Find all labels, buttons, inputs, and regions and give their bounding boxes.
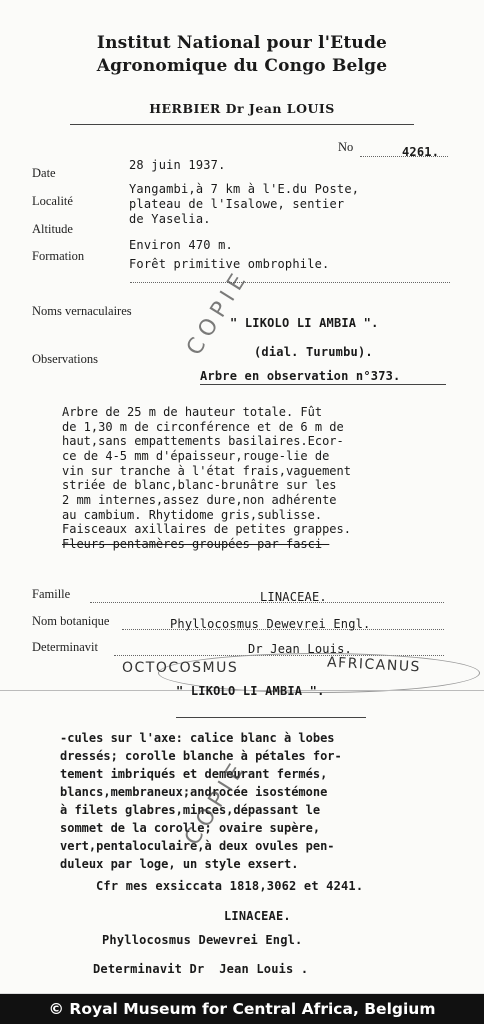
institution-title-line-1: Institut National pour l'Etude [96, 33, 388, 53]
localite-value-2: plateau de l'Isalowe, sentier [129, 197, 345, 211]
determinavit-label: Determinavit [32, 640, 98, 654]
number-label: No [338, 140, 354, 154]
description-line: Faisceaux axillaires de petites grappes. [62, 522, 351, 536]
description-line: haut,sans empattements basilaires.Ecor- [62, 434, 344, 448]
description-line-struck: Fleurs pentamères groupées par fasci- [62, 537, 330, 551]
localite-value-3: de Yaselia. [129, 212, 211, 226]
description-line: ce de 4-5 mm d'épaisseur,rouge-lie de [62, 449, 330, 463]
copie-stamp-lower: COPIE [180, 755, 253, 850]
formation-value: Forêt primitive ombrophile. [129, 257, 330, 271]
formation-dots [130, 282, 450, 283]
vernacular-value: " LIKOLO LI AMBIA ". [230, 316, 379, 330]
dialect: (dial. Turumbu). [254, 345, 373, 359]
nom-botanique-value: Phyllocosmus Dewevrei Engl. [170, 617, 371, 631]
localite-label: Localité [32, 194, 73, 208]
description-line: 2 mm internes,assez dure,non adhérente [62, 493, 337, 507]
formation-label: Formation [32, 249, 85, 263]
continuation-line: vert,pentaloculaire,à deux ovules pen- [60, 839, 335, 853]
observations-value: Arbre en observation n°373. [200, 369, 401, 383]
title-rule [70, 124, 414, 125]
continuation-line: duleux par loge, un style exsert. [60, 857, 299, 871]
lower-cfr: Cfr mes exsiccata 1818,3062 et 4241. [96, 879, 364, 893]
description-line: au cambium. Rhytidome gris,sublisse. [62, 508, 323, 522]
vernacular-label: Noms vernaculaires [32, 304, 132, 318]
famille-value: LINACEAE. [260, 590, 327, 604]
continuation-line: -cules sur l'axe: calice blanc à lobes [60, 731, 335, 745]
altitude-value: Environ 470 m. [129, 238, 233, 252]
determinavit-value: Dr Jean Louis. [248, 642, 352, 656]
date-label: Date [32, 166, 56, 180]
specimen-number: 4261. [402, 145, 440, 159]
handwritten-genus: OCTOCOSMUS [122, 660, 239, 676]
continuation-line: tement imbriqués et demeurant fermés, [60, 767, 328, 781]
continuation-line: dressés; corolle blanche à pétales for- [60, 749, 342, 763]
description-line: striée de blanc,blanc-brunâtre sur les [62, 478, 337, 492]
lower-vernacular: " LIKOLO LI AMBIA ". [176, 684, 325, 698]
nom-botanique-label: Nom botanique [32, 614, 110, 628]
localite-value-1: Yangambi,à 7 km à l'E.du Poste, [129, 182, 360, 196]
institution-title-line-2: Agronomique du Congo Belge [96, 56, 388, 76]
description-line: vin sur tranche à l'état frais,vaguement [62, 464, 351, 478]
date-value: 28 juin 1937. [129, 158, 226, 172]
observations-underline [200, 384, 446, 385]
description-line: de 1,30 m de circonférence et de 6 m de [62, 420, 344, 434]
handwritten-species: AFRICANUS [326, 654, 422, 676]
famille-label: Famille [32, 587, 71, 601]
herbarium-title: HERBIER Dr Jean LOUIS [149, 101, 335, 116]
copyright-footer: © Royal Museum for Central Africa, Belgium [0, 994, 484, 1024]
lower-rule [176, 717, 366, 718]
observations-label: Observations [32, 352, 98, 366]
description-line: Arbre de 25 m de hauteur totale. Fût [62, 405, 323, 419]
continuation-line: blancs,membraneux;androcée isostémone [60, 785, 328, 799]
altitude-label: Altitude [32, 222, 73, 236]
lower-famille: LINACEAE. [224, 909, 291, 923]
lower-determinavit: Determinavit Dr Jean Louis . [93, 962, 309, 976]
continuation-line: sommet de la corolle; ovaire supère, [60, 821, 321, 835]
continuation-line: à filets glabres,minces,dépassant le [60, 803, 321, 817]
lower-nom-botanique: Phyllocosmus Dewevrei Engl. [102, 933, 303, 947]
copie-stamp-upper: COPIE [182, 265, 255, 360]
